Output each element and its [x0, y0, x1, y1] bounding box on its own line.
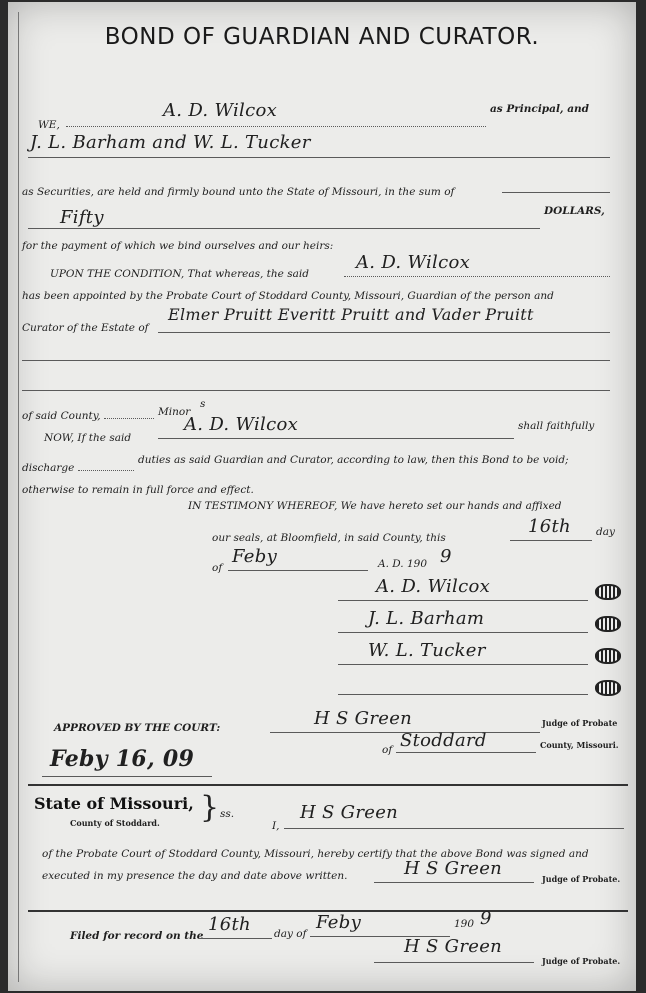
- county-label: County, Missouri.: [540, 740, 619, 750]
- bond-document: [8, 2, 636, 991]
- faithfully-text: shall faithfully: [518, 420, 595, 432]
- cert-judge-name: H S Green: [300, 802, 399, 823]
- estate-line: [158, 332, 610, 333]
- month-written: Feby: [232, 546, 278, 567]
- minor-label: Minor: [158, 406, 191, 418]
- approved-text: APPROVED BY THE COURT:: [54, 722, 221, 734]
- now-text: NOW, If the said: [44, 432, 132, 444]
- filed-text: Filed for record on the: [70, 930, 204, 942]
- condition-text: UPON THE CONDITION, That whereas, the said: [50, 268, 309, 280]
- left-margin-line: [18, 12, 19, 982]
- document-title: BOND OF GUARDIAN AND CURATOR.: [104, 24, 540, 50]
- estate-line-2: [22, 360, 610, 361]
- discharge-line: [78, 470, 134, 471]
- we-label: WE,: [38, 119, 60, 131]
- cert-signature: H S Green: [404, 858, 503, 879]
- county-written: Stoddard: [400, 730, 487, 751]
- section-divider: [28, 784, 628, 786]
- i-label: I,: [272, 820, 280, 832]
- ss-label: ss.: [220, 808, 235, 820]
- dollars-label: DOLLARS,: [544, 205, 605, 217]
- approval-date: Feby 16, 09: [50, 746, 195, 772]
- year-digit: 9: [440, 546, 452, 567]
- cert-judge-label: Judge of Probate.: [542, 874, 621, 884]
- ad-label: A. D. 190: [378, 558, 428, 570]
- of-label: of: [212, 562, 223, 574]
- discharge-text: duties as said Guardian and Curator, according to law, then this Bond to be void;: [138, 454, 569, 466]
- filed-signature: H S Green: [404, 936, 503, 957]
- testimony-text: IN TESTIMONY WHEREOF, We have hereto set our hands and affixed: [188, 500, 562, 512]
- seal-icon: [595, 616, 621, 632]
- securities-text: as Securities, are held and firmly bound unto the State of Missouri, in the sum of: [22, 186, 455, 198]
- filed-year-digit: 9: [480, 908, 492, 929]
- sum-line: [28, 228, 540, 229]
- certify-text: of the Probate Court of Stoddard County, Missouri, hereby certify that the above Bond was signed and: [42, 848, 589, 860]
- judge-label: Judge of Probate: [542, 718, 618, 728]
- executed-text: executed in my presence the day and date above written.: [42, 870, 348, 882]
- signature-3: W. L. Tucker: [368, 640, 486, 661]
- month-line: [228, 570, 368, 571]
- sum-line-top: [502, 192, 610, 193]
- cert-county-label: County of Stoddard.: [70, 818, 160, 828]
- securities-names: J. L. Barham and W. L. Tucker: [30, 132, 311, 153]
- day-label: day: [596, 526, 615, 538]
- filed-signature-line: [374, 962, 534, 963]
- estate-line-3: [22, 390, 610, 391]
- day-written: 16th: [528, 516, 571, 537]
- cert-judge-line: [284, 828, 624, 829]
- day-line: [510, 540, 592, 541]
- seals-text: our seals, at Bloomfield, in said County, this: [212, 532, 446, 544]
- seal-icon: [595, 680, 621, 696]
- filed-day-of-label: day of: [274, 928, 307, 940]
- principal-line: [66, 126, 486, 127]
- now-line: [158, 438, 514, 439]
- condition-name: A. D. Wilcox: [356, 252, 471, 273]
- sum-written: Fifty: [60, 207, 104, 228]
- cert-signature-line: [374, 882, 534, 883]
- payment-text: for the payment of which we bind ourselves and our heirs:: [22, 240, 334, 252]
- estate-names: Elmer Pruitt Everitt Pruitt and Vader Pruitt: [168, 305, 534, 324]
- minor-suffix: s: [200, 398, 206, 410]
- signature-2: J. L. Barham: [368, 608, 485, 629]
- signature-line-3: [338, 664, 588, 665]
- curator-text: Curator of the Estate of: [22, 322, 149, 334]
- now-name: A. D. Wilcox: [184, 414, 299, 435]
- signature-1: A. D. Wilcox: [376, 576, 491, 597]
- judge-signature: H S Green: [314, 708, 413, 729]
- filed-year-prefix: 190: [454, 918, 475, 930]
- county-text: of said County,: [22, 410, 101, 422]
- otherwise-text: otherwise to remain in full force and effect.: [22, 484, 254, 496]
- filed-month: Feby: [316, 912, 362, 933]
- signature-line-2: [338, 632, 588, 633]
- as-principal-label: as Principal, and: [490, 103, 590, 115]
- brace-icon: }: [200, 790, 220, 825]
- filed-judge-label: Judge of Probate.: [542, 956, 621, 966]
- seal-icon: [595, 584, 621, 600]
- county-line-2: [396, 752, 536, 753]
- condition-line: [344, 276, 610, 277]
- appointed-text: has been appointed by the Probate Court of Stoddard County, Missouri, Guardian of the person and: [22, 290, 554, 302]
- state-heading: State of Missouri,: [34, 794, 194, 813]
- principal-name: A. D. Wilcox: [163, 100, 278, 121]
- securities-line: [28, 157, 610, 158]
- seal-icon: [595, 648, 621, 664]
- filed-day: 16th: [208, 914, 251, 935]
- approval-of-label: of: [382, 744, 393, 756]
- county-line: [104, 418, 154, 419]
- filed-day-line: [198, 938, 272, 939]
- approval-date-line: [42, 776, 212, 777]
- signature-line-1: [338, 600, 588, 601]
- discharge-label: discharge: [22, 462, 75, 474]
- signature-line-4: [338, 694, 588, 695]
